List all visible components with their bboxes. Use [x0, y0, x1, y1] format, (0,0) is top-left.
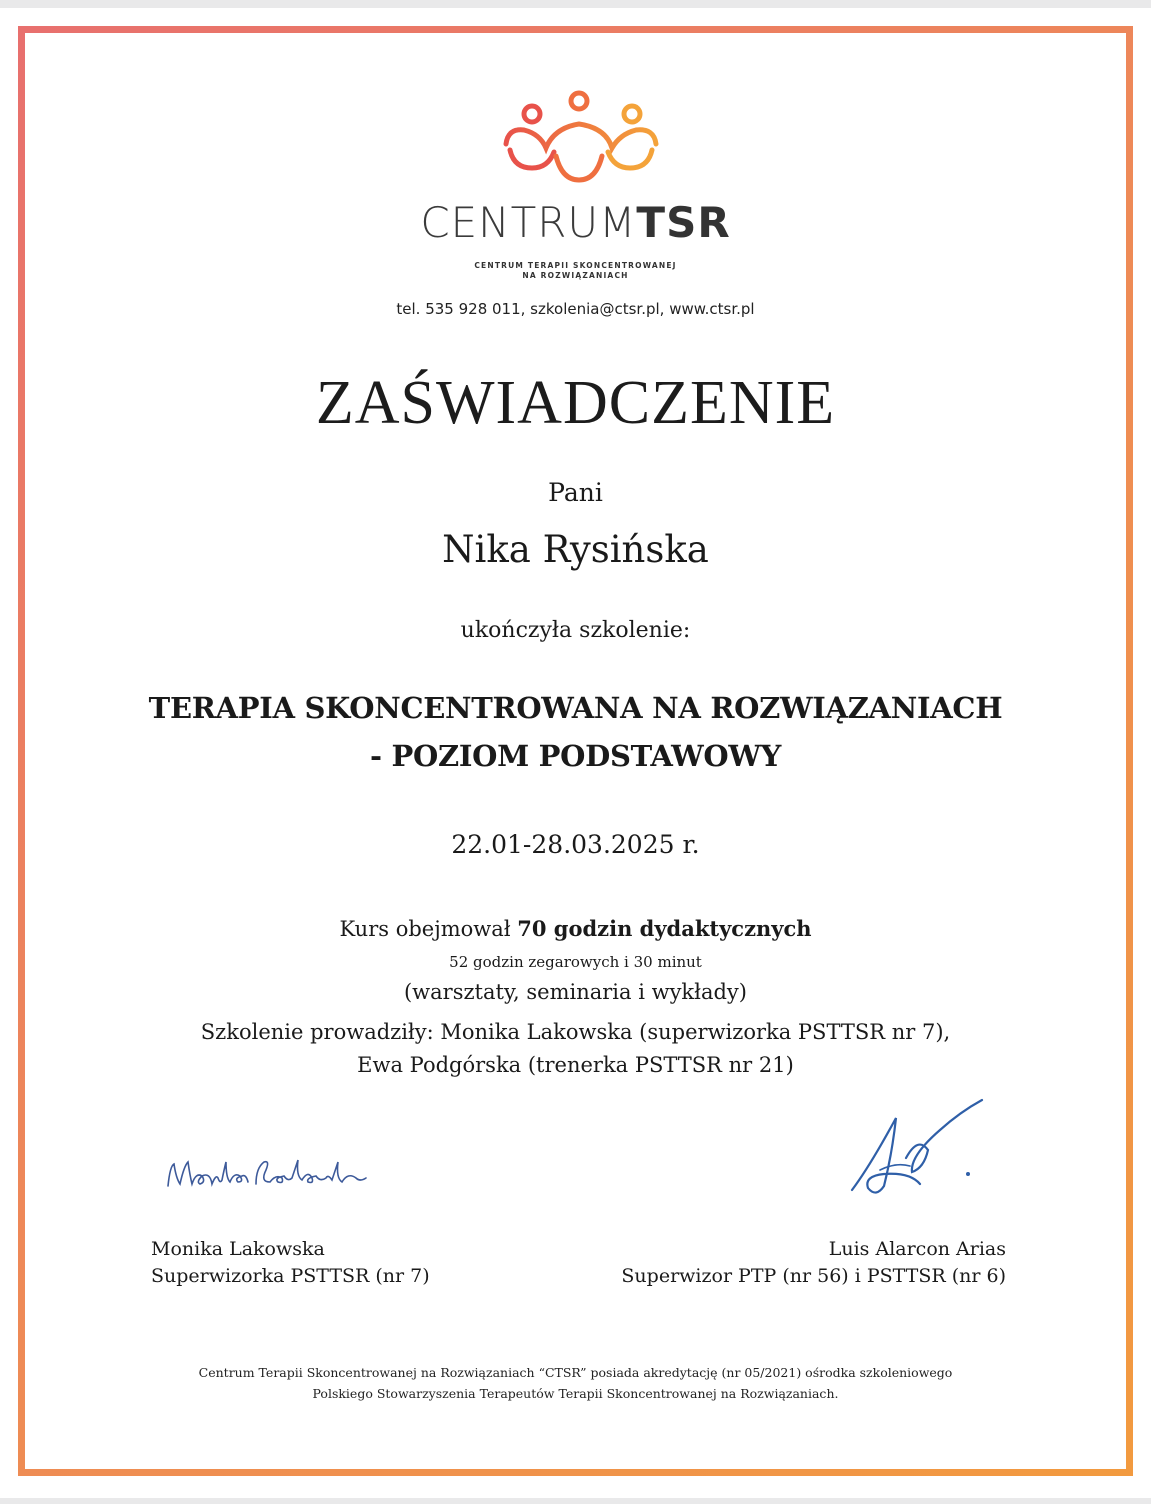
course-title	[0, 684, 1151, 780]
signer-left-name: Monika Lakowska	[151, 1238, 325, 1260]
signer-left-role: Superwizorka PSTTSR (nr 7)	[151, 1265, 430, 1287]
brand-subtitle	[0, 261, 1151, 281]
completed-text: ukończyła szkolenie:	[460, 618, 691, 643]
hours-bold: 70 godzin dydaktycznych	[517, 916, 812, 941]
trainers-line1: Szkolenie prowadziły: Monika Lakowska (superwizorka PSTTSR nr 7),	[200, 1020, 951, 1044]
brand-subtitle-line2: NA ROZWIĄZANIACH	[522, 271, 629, 280]
clock-hours: 52 godzin zegarowych i 30 minut	[449, 953, 702, 971]
course-dates: 22.01-28.03.2025 r.	[451, 830, 700, 859]
certificate-title: ZAŚWIADCZENIE	[315, 369, 836, 437]
signature-right-icon	[840, 1096, 990, 1206]
course-title-line2: - POZIOM PODSTAWOWY	[369, 739, 781, 773]
footer-line2: Polskiego Stowarzyszenia Terapeutów Terapii Skoncentrowanej na Rozwiązaniach.	[312, 1386, 839, 1401]
signer-left	[151, 1236, 430, 1290]
signer-right-role: Superwizor PTP (nr 56) i PSTTSR (nr 6)	[621, 1265, 1006, 1287]
course-hours	[0, 916, 1151, 941]
brand-subtitle-line1: CENTRUM TERAPII SKONCENTROWANEJ	[474, 261, 677, 270]
signature-left-icon	[160, 1148, 375, 1198]
certificate-page	[0, 8, 1151, 1498]
salutation: Pani	[548, 478, 603, 507]
signer-right	[621, 1236, 1006, 1290]
hours-prefix: Kurs obejmował	[339, 917, 518, 941]
brand-name-bold: TSR	[636, 198, 731, 247]
contact-info: tel. 535 928 011, szkolenia@ctsr.pl, www.ctsr.pl	[396, 300, 755, 318]
ctsr-logo-icon	[496, 84, 666, 194]
trainers-line2: Ewa Podgórska (trenerka PSTTSR nr 21)	[357, 1053, 794, 1077]
recipient-name: Nika Rysińska	[442, 528, 709, 571]
signer-right-name: Luis Alarcon Arias	[828, 1238, 1006, 1260]
accreditation-footer	[0, 1362, 1151, 1404]
trainers	[0, 1016, 1151, 1082]
footer-line1: Centrum Terapii Skoncentrowanej na Rozwiązaniach “CTSR” posiada akredytację (nr 05/2021) ośrodka szkoleniowego	[198, 1365, 953, 1380]
brand-name-light: CENTRUM	[420, 198, 637, 247]
course-title-line1: TERAPIA SKONCENTROWANA NA ROZWIĄZANIACH	[148, 691, 1003, 725]
brand-name	[0, 198, 1151, 247]
course-forms: (warsztaty, seminaria i wykłady)	[403, 980, 747, 1004]
